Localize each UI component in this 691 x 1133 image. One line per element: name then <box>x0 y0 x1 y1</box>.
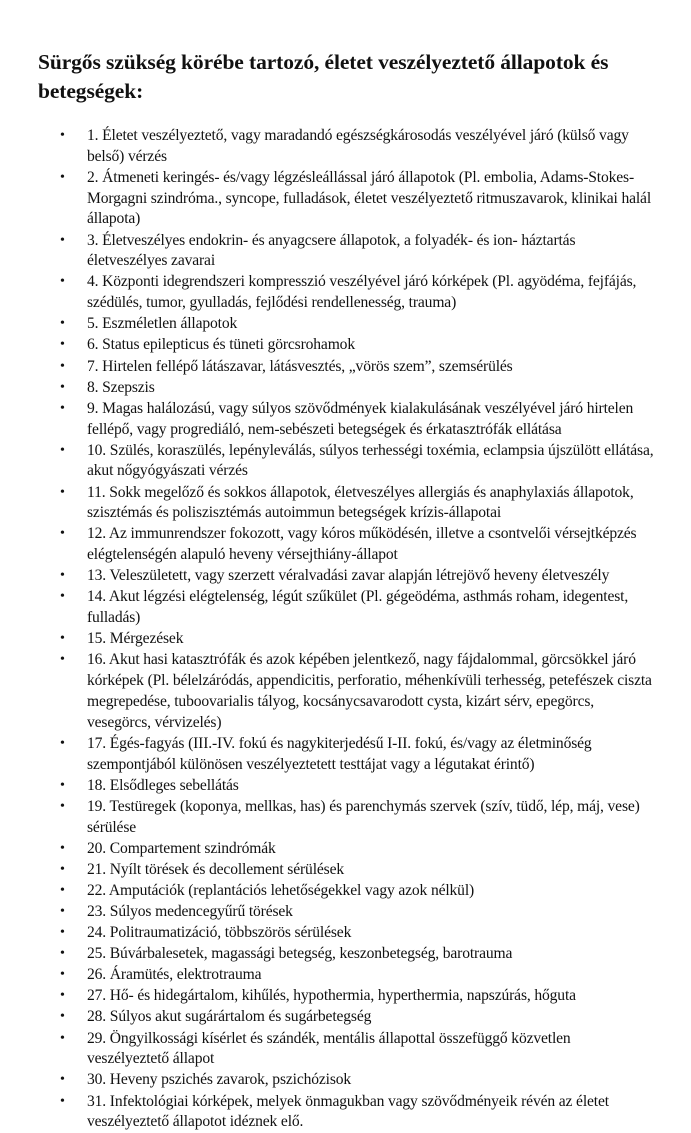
list-item <box>0 314 691 335</box>
bullet-icon: • <box>60 169 65 185</box>
list-item-text: 12. Az immunrendszer fokozott, vagy kóros működésén, illetve a csontvelői vérsejtképzés elégtelenségén alapuló heveny vérsejthiány-állapot <box>87 525 637 564</box>
list-item <box>0 839 691 860</box>
bullet-icon: • <box>60 925 65 941</box>
bullet-icon: • <box>60 840 65 856</box>
list-item <box>0 965 691 986</box>
bullet-icon: • <box>60 337 65 353</box>
list-item <box>0 944 691 965</box>
bullet-icon: • <box>60 232 65 248</box>
list-item-text: 10. Szülés, koraszülés, lepényleválás, súlyos terhességi toxémia, eclampsia újszülött ellátása, akut nőgyógyászati vérzés <box>87 441 654 480</box>
bullet-icon: • <box>60 777 65 793</box>
bullet-icon: • <box>60 484 65 500</box>
list-item <box>0 1092 691 1133</box>
list-item-text: 8. Szepszis <box>87 378 155 396</box>
list-item <box>0 335 691 356</box>
list-item <box>0 399 691 441</box>
list-item <box>0 566 691 587</box>
list-item-text: 15. Mérgezések <box>87 630 184 648</box>
list-item <box>0 483 691 525</box>
list-item <box>0 776 691 797</box>
bullet-icon: • <box>60 442 65 458</box>
bullet-icon: • <box>60 589 65 605</box>
list-item-text: 23. Súlyos medencegyűrű törések <box>87 903 293 921</box>
list-item-text: 24. Politraumatizáció, többszörös sérülések <box>87 924 352 942</box>
list-item <box>0 797 691 839</box>
list-item-text: 6. Status epilepticus és tüneti görcsrohamok <box>87 336 355 354</box>
list-item-text: 22. Amputációk (replantációs lehetőségekkel vagy azok nélkül) <box>87 881 475 899</box>
list-item-text: 5. Eszméletlen állapotok <box>87 315 238 333</box>
bullet-icon: • <box>60 1030 65 1046</box>
bullet-icon: • <box>60 1009 65 1025</box>
list-item <box>0 650 691 733</box>
list-item-text: 28. Súlyos akut sugárártalom és sugárbetegség <box>87 1008 372 1026</box>
list-item-text: 29. Öngyilkossági kísérlet és szándék, mentális állapottal összefüggő közvetlen veszélyeztető állapot <box>87 1029 571 1068</box>
list-item <box>0 902 691 923</box>
list-item-text: 17. Égés-fagyás (III.-IV. fokú és nagykiterjedésű I-II. fokú, és/vagy az életminőség szempontjából különösen veszélyeztetett testtájat vagy a légutakat érintő) <box>87 734 592 773</box>
list-item <box>0 881 691 902</box>
bullet-icon: • <box>60 652 65 668</box>
list-item <box>0 357 691 378</box>
bullet-icon: • <box>60 882 65 898</box>
list-item <box>0 126 691 168</box>
list-item <box>0 378 691 399</box>
list-item <box>0 1029 691 1071</box>
list-item <box>0 734 691 776</box>
list-item-text: 4. Központi idegrendszeri kompresszió veszélyével járó kórképek (Pl. agyödéma, fejfájás, szédülés, tumor, gyulladás, fejlődési rendellenesség, trauma) <box>87 273 637 312</box>
bullet-icon: • <box>60 358 65 374</box>
document-title: Sürgős szükség körébe tartozó, életet veszélyeztető állapotok és betegségek: <box>38 50 609 103</box>
list-item-text: 11. Sokk megelőző és sokkos állapotok, életveszélyes allergiás és anaphylaxiás állapotok, szisztémás és poliszisztémás autoimmun betegségek krízis-állapotai <box>87 483 634 522</box>
bullet-icon: • <box>60 1072 65 1088</box>
list-item-text: 7. Hirtelen fellépő látászavar, látásvesztés, „vörös szem”, szemsérülés <box>87 357 513 375</box>
list-item <box>0 272 691 314</box>
list-item-text: 3. Életveszélyes endokrin- és anyagcsere állapotok, a folyadék- és ion- háztartás életveszélyes zavarai <box>87 231 576 270</box>
bullet-icon: • <box>60 946 65 962</box>
list-item-text: 27. Hő- és hidegártalom, kihűlés, hypothermia, hyperthermia, napszúrás, hőguta <box>87 987 576 1005</box>
bullet-icon: • <box>60 1093 65 1109</box>
list-item <box>0 629 691 650</box>
list-item-text: 13. Veleszületett, vagy szerzett véralvadási zavar alapján létrejövő heveny életveszély <box>87 567 610 585</box>
list-item <box>0 986 691 1007</box>
list-item-text: 2. Átmeneti keringés- és/vagy légzésleállással járó állapotok (Pl. embolia, Adams-Stokes-Morgagni szindróma., syncope, fulladások, életet veszélyeztető ritmuszavarok, klinikai halál állapota) <box>87 168 651 228</box>
list-item <box>0 524 691 566</box>
bullet-icon: • <box>60 735 65 751</box>
bullet-icon: • <box>60 379 65 395</box>
bullet-icon: • <box>60 568 65 584</box>
list-item-text: 19. Testüregek (koponya, mellkas, has) és parenchymás szervek (szív, tüdő, lép, máj, vese) sérülése <box>87 797 640 836</box>
list-item-text: 30. Heveny pszichés zavarok, pszichózisok <box>87 1071 352 1089</box>
list-item <box>0 441 691 483</box>
list-item <box>0 168 691 230</box>
list-item <box>0 587 691 629</box>
bullet-icon: • <box>60 316 65 332</box>
bullet-icon: • <box>60 967 65 983</box>
list-item-text: 9. Magas halálozású, vagy súlyos szövődmények kialakulásának veszélyével járó hirtelen fellépő, vagy progrediáló, nem-sebészeti betegségek és érkatasztrófák ellátása <box>87 399 634 438</box>
bullet-icon: • <box>60 400 65 416</box>
list-item-text: 14. Akut légzési elégtelenség, légút szűkület (Pl. gégeödéma, asthmás roham, idegentest, fulladás) <box>87 588 629 627</box>
list-item-text: 26. Áramütés, elektrotrauma <box>87 966 262 984</box>
bullet-icon: • <box>60 988 65 1004</box>
bullet-icon: • <box>60 861 65 877</box>
list-item <box>0 231 691 273</box>
bullet-icon: • <box>60 526 65 542</box>
list-item <box>0 860 691 881</box>
list-item-text: 18. Elsődleges sebellátás <box>87 776 239 794</box>
bullet-icon: • <box>60 798 65 814</box>
bullet-icon: • <box>60 274 65 290</box>
list-item-text: 20. Compartement szindrómák <box>87 839 276 857</box>
bullet-icon: • <box>60 631 65 647</box>
list-item-text: 16. Akut hasi katasztrófák és azok képében jelentkező, nagy fájdalommal, görcsökkel járó kórképek (Pl. bélelzáródás, appendicitis, perforatio, méhenkívüli terhesség, petefészek ciszta megrepedése, tuboovarialis tályog, kocsánycsavarodott cysta, kizárt sérv, epegörcs, vesegörcs, vérvizelés) <box>87 651 652 731</box>
bullet-icon: • <box>60 128 65 143</box>
list-item <box>0 1070 691 1091</box>
list-item-text: 21. Nyílt törések és decollement sérülések <box>87 860 344 878</box>
list-item-text: 25. Búvárbalesetek, magassági betegség, keszonbetegség, barotrauma <box>87 945 513 963</box>
list-item-text: 1. Életet veszélyeztető, vagy maradandó egészségkárosodás veszélyével járó (külső vagy belső) vérzés <box>87 127 629 165</box>
list-item-text: 31. Infektológiai kórképek, melyek önmagukban vagy szövődményeik révén az életet veszélyeztető állapotot idéznek elő. <box>87 1092 609 1131</box>
list-item <box>0 1007 691 1028</box>
list-item <box>0 923 691 944</box>
bullet-icon: • <box>60 904 65 920</box>
conditions-list <box>0 126 691 1133</box>
